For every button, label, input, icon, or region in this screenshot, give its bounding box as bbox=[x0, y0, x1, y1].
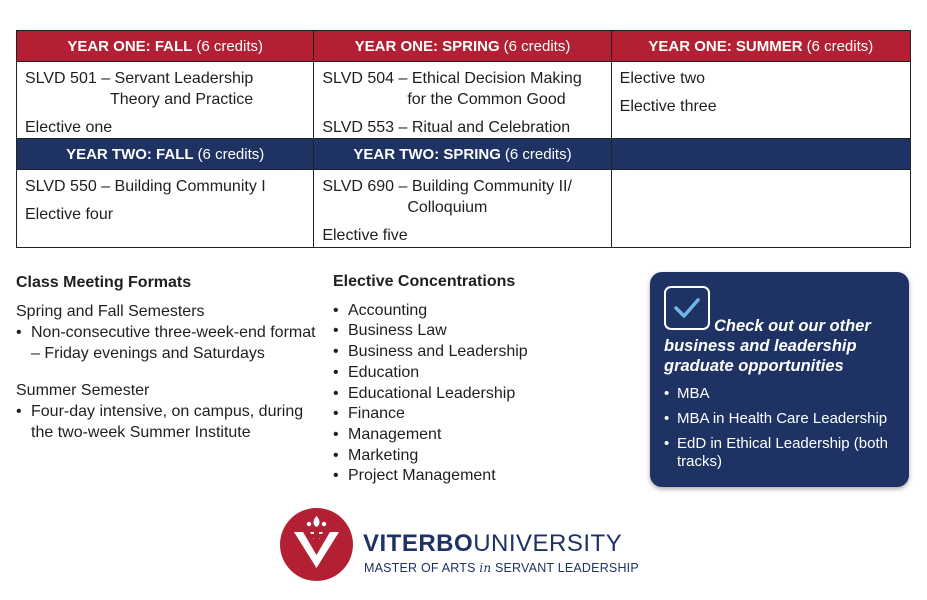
course-entry: SLVD 553 – Ritual and Celebration bbox=[322, 119, 571, 136]
viterbo-logo bbox=[280, 508, 660, 583]
year-two-empty-header bbox=[612, 139, 910, 169]
list-item: • Accounting bbox=[333, 301, 593, 322]
year-one-summer-courses bbox=[612, 62, 910, 138]
year-two-spring-header bbox=[314, 139, 611, 169]
bullet-icon: • bbox=[16, 403, 22, 420]
term-label: YEAR TWO: SPRING bbox=[353, 145, 501, 163]
bullet-icon: • bbox=[333, 446, 339, 464]
university-wordmark: VITERBOUNIVERSITY bbox=[363, 530, 623, 557]
list-item: • Educational Leadership bbox=[333, 384, 593, 405]
list-item: • Project Management bbox=[333, 466, 593, 487]
year-one-fall-courses bbox=[17, 62, 314, 138]
class-meeting-formats bbox=[16, 272, 316, 443]
term-label: YEAR TWO: FALL bbox=[66, 145, 194, 163]
bullet-icon: • bbox=[333, 405, 339, 423]
year-one-fall-header bbox=[17, 31, 314, 61]
bullet-icon: • bbox=[664, 435, 670, 452]
year-two-spring-courses bbox=[314, 170, 611, 247]
bullet-icon: • bbox=[333, 384, 339, 402]
term-label: YEAR ONE: FALL bbox=[67, 37, 193, 55]
bullet-icon: • bbox=[16, 324, 22, 341]
term-label: YEAR ONE: SPRING bbox=[354, 37, 500, 55]
year-one-spring-header bbox=[314, 31, 611, 61]
bullet-icon: • bbox=[333, 301, 339, 319]
course-entry: Elective one bbox=[25, 119, 113, 136]
list-item: • Management bbox=[333, 425, 593, 446]
bullet-icon: • bbox=[333, 322, 339, 340]
year-one-summer-header bbox=[612, 31, 910, 61]
university-seal-icon bbox=[280, 508, 353, 581]
elective-concentrations bbox=[333, 272, 593, 487]
bullet-item: • Four-day intensive, on campus, during the two-week Summer Institute bbox=[16, 403, 304, 441]
list-item: • MBA in Health Care Leadership bbox=[664, 410, 888, 427]
section-title: Class Meeting Formats bbox=[16, 274, 192, 291]
year-one-spring-courses bbox=[314, 62, 611, 138]
course-entry: Elective three bbox=[619, 98, 717, 115]
credits-label: (6 credits) bbox=[504, 145, 572, 163]
elective-list bbox=[333, 301, 593, 487]
credits-label: (6 credits) bbox=[197, 145, 265, 163]
bullet-icon: • bbox=[333, 467, 339, 485]
program-list bbox=[664, 385, 895, 471]
list-item: • Marketing bbox=[333, 446, 593, 467]
year-one-courses-row bbox=[17, 62, 910, 139]
list-item: • Business Law bbox=[333, 321, 593, 342]
list-item: • Finance bbox=[333, 404, 593, 425]
credits-label: (6 credits) bbox=[196, 37, 264, 55]
course-entry: SLVD 690 – Building Community II/ Colloquium bbox=[322, 178, 572, 216]
bullet-icon: • bbox=[333, 343, 339, 361]
course-entry: Elective four bbox=[25, 206, 114, 223]
course-schedule-table bbox=[16, 30, 911, 248]
year-two-courses-row bbox=[17, 170, 910, 247]
course-entry: SLVD 550 – Building Community I bbox=[25, 178, 266, 195]
bullet-icon: • bbox=[664, 385, 670, 402]
summer-heading: Summer Semester bbox=[16, 382, 150, 399]
list-item: • MBA bbox=[664, 385, 710, 402]
checkbox-icon bbox=[664, 286, 710, 330]
year-two-header-row bbox=[17, 139, 910, 170]
bullet-item: • Non-consecutive three-week-end format – Friday evenings and Saturdays bbox=[16, 324, 316, 362]
list-item: • EdD in Ethical Leadership (both tracks) bbox=[664, 435, 888, 470]
course-entry: Elective two bbox=[619, 70, 706, 87]
callout-title: Check out our other business and leadership graduate opportunities bbox=[664, 317, 871, 375]
graduate-opportunities-callout bbox=[650, 272, 909, 487]
year-one-header-row bbox=[17, 31, 910, 62]
list-item: • Business and Leadership bbox=[333, 342, 593, 363]
credits-label: (6 credits) bbox=[806, 37, 874, 55]
spring-fall-heading: Spring and Fall Semesters bbox=[16, 303, 205, 320]
term-label: YEAR ONE: SUMMER bbox=[648, 37, 803, 55]
program-tagline: MASTER OF ARTS in SERVANT LEADERSHIP bbox=[364, 561, 639, 575]
bullet-icon: • bbox=[333, 363, 339, 381]
course-entry: SLVD 504 – Ethical Decision Making for the Common Good bbox=[322, 70, 582, 108]
credits-label: (6 credits) bbox=[503, 37, 571, 55]
year-two-fall-courses bbox=[17, 170, 314, 247]
bullet-icon: • bbox=[664, 410, 670, 427]
list-item: • Education bbox=[333, 363, 593, 384]
year-two-empty-cell bbox=[612, 170, 910, 247]
course-entry: SLVD 501 – Servant Leadership Theory and Practice bbox=[25, 70, 254, 108]
bullet-icon: • bbox=[333, 425, 339, 443]
course-entry: Elective five bbox=[322, 227, 408, 244]
year-two-fall-header bbox=[17, 139, 314, 169]
section-title: Elective Concentrations bbox=[333, 273, 516, 290]
